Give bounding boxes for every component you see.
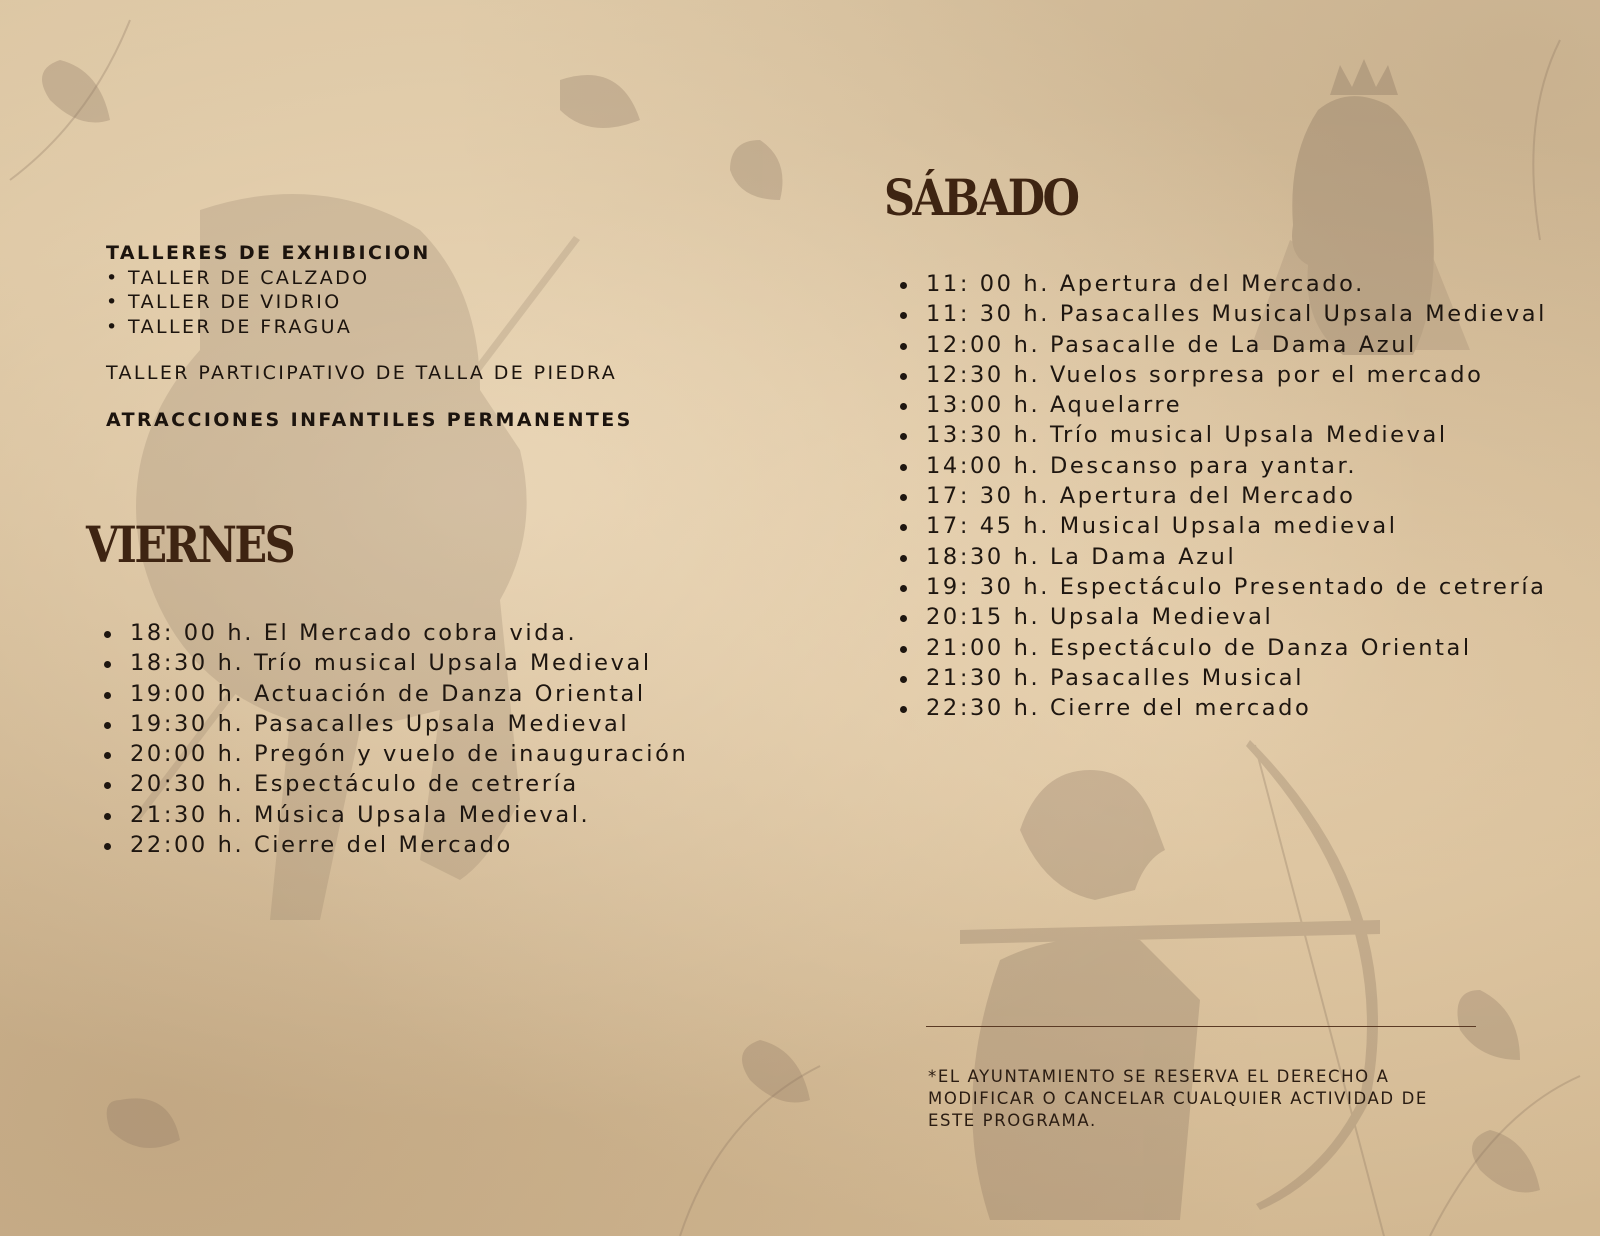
schedule-item: 11: 30 h. Pasacalles Musical Upsala Medieval (898, 299, 1547, 329)
schedule-item: 20:30 h. Espectáculo de cetrería (102, 769, 688, 799)
workshop-item: • TALLER DE CALZADO (106, 266, 370, 289)
workshop-item: • TALLER DE FRAGUA (106, 315, 353, 338)
schedule-item: 18:30 h. La Dama Azul (898, 542, 1547, 572)
schedule-item: 18: 00 h. El Mercado cobra vida. (102, 618, 688, 648)
schedule-item: 21:30 h. Música Upsala Medieval. (102, 800, 688, 830)
schedule-item: 22:00 h. Cierre del Mercado (102, 830, 688, 860)
schedule-item: 19:00 h. Actuación de Danza Oriental (102, 679, 688, 709)
schedule-item: 11: 00 h. Apertura del Mercado. (898, 269, 1547, 299)
schedule-item: 19: 30 h. Espectáculo Presentado de cetrería (898, 572, 1547, 602)
workshops-section (106, 241, 633, 432)
archer-warrior-icon (960, 740, 1385, 1236)
disclaimer-line: ESTE PROGRAMA. (928, 1111, 1097, 1130)
participatory-workshop: TALLER PARTICIPATIVO DE TALLA DE PIEDRA (106, 362, 618, 384)
schedule-item: 17: 30 h. Apertura del Mercado (898, 481, 1547, 511)
workshop-item: • TALLER DE VIDRIO (106, 291, 342, 313)
sabado-heading: SÁBADO (884, 168, 1078, 227)
schedule-item: 12:30 h. Vuelos sorpresa por el mercado (898, 360, 1547, 390)
schedule-item: 17: 45 h. Musical Upsala medieval (898, 511, 1547, 541)
schedule-item: 20:00 h. Pregón y vuelo de inauguración (102, 739, 688, 769)
schedule-item: 12:00 h. Pasacalle de La Dama Azul (898, 330, 1547, 360)
schedule-item: 19:30 h. Pasacalles Upsala Medieval (102, 709, 688, 739)
disclaimer-note (928, 1066, 1488, 1132)
schedule-item: 13:00 h. Aquelarre (898, 390, 1547, 420)
schedule-item: 20:15 h. Upsala Medieval (898, 602, 1547, 632)
children-attractions: ATRACCIONES INFANTILES PERMANENTES (106, 408, 633, 431)
disclaimer-line: *EL AYUNTAMIENTO SE RESERVA EL DERECHO A (928, 1067, 1390, 1086)
schedule-item: 18:30 h. Trío musical Upsala Medieval (102, 648, 688, 678)
schedule-item: 14:00 h. Descanso para yantar. (898, 451, 1547, 481)
workshops-title: TALLERES DE EXHIBICION (106, 242, 431, 264)
disclaimer-line: MODIFICAR O CANCELAR CUALQUIER ACTIVIDAD DE (928, 1089, 1428, 1108)
viernes-heading: VIERNES (86, 515, 294, 574)
sabado-schedule (898, 269, 1547, 723)
disclaimer-divider (926, 1026, 1476, 1027)
schedule-item: 21:30 h. Pasacalles Musical (898, 663, 1547, 693)
viernes-schedule (102, 618, 688, 860)
schedule-item: 21:00 h. Espectáculo de Danza Oriental (898, 633, 1547, 663)
schedule-item: 13:30 h. Trío musical Upsala Medieval (898, 420, 1547, 450)
schedule-item: 22:30 h. Cierre del mercado (898, 693, 1547, 723)
